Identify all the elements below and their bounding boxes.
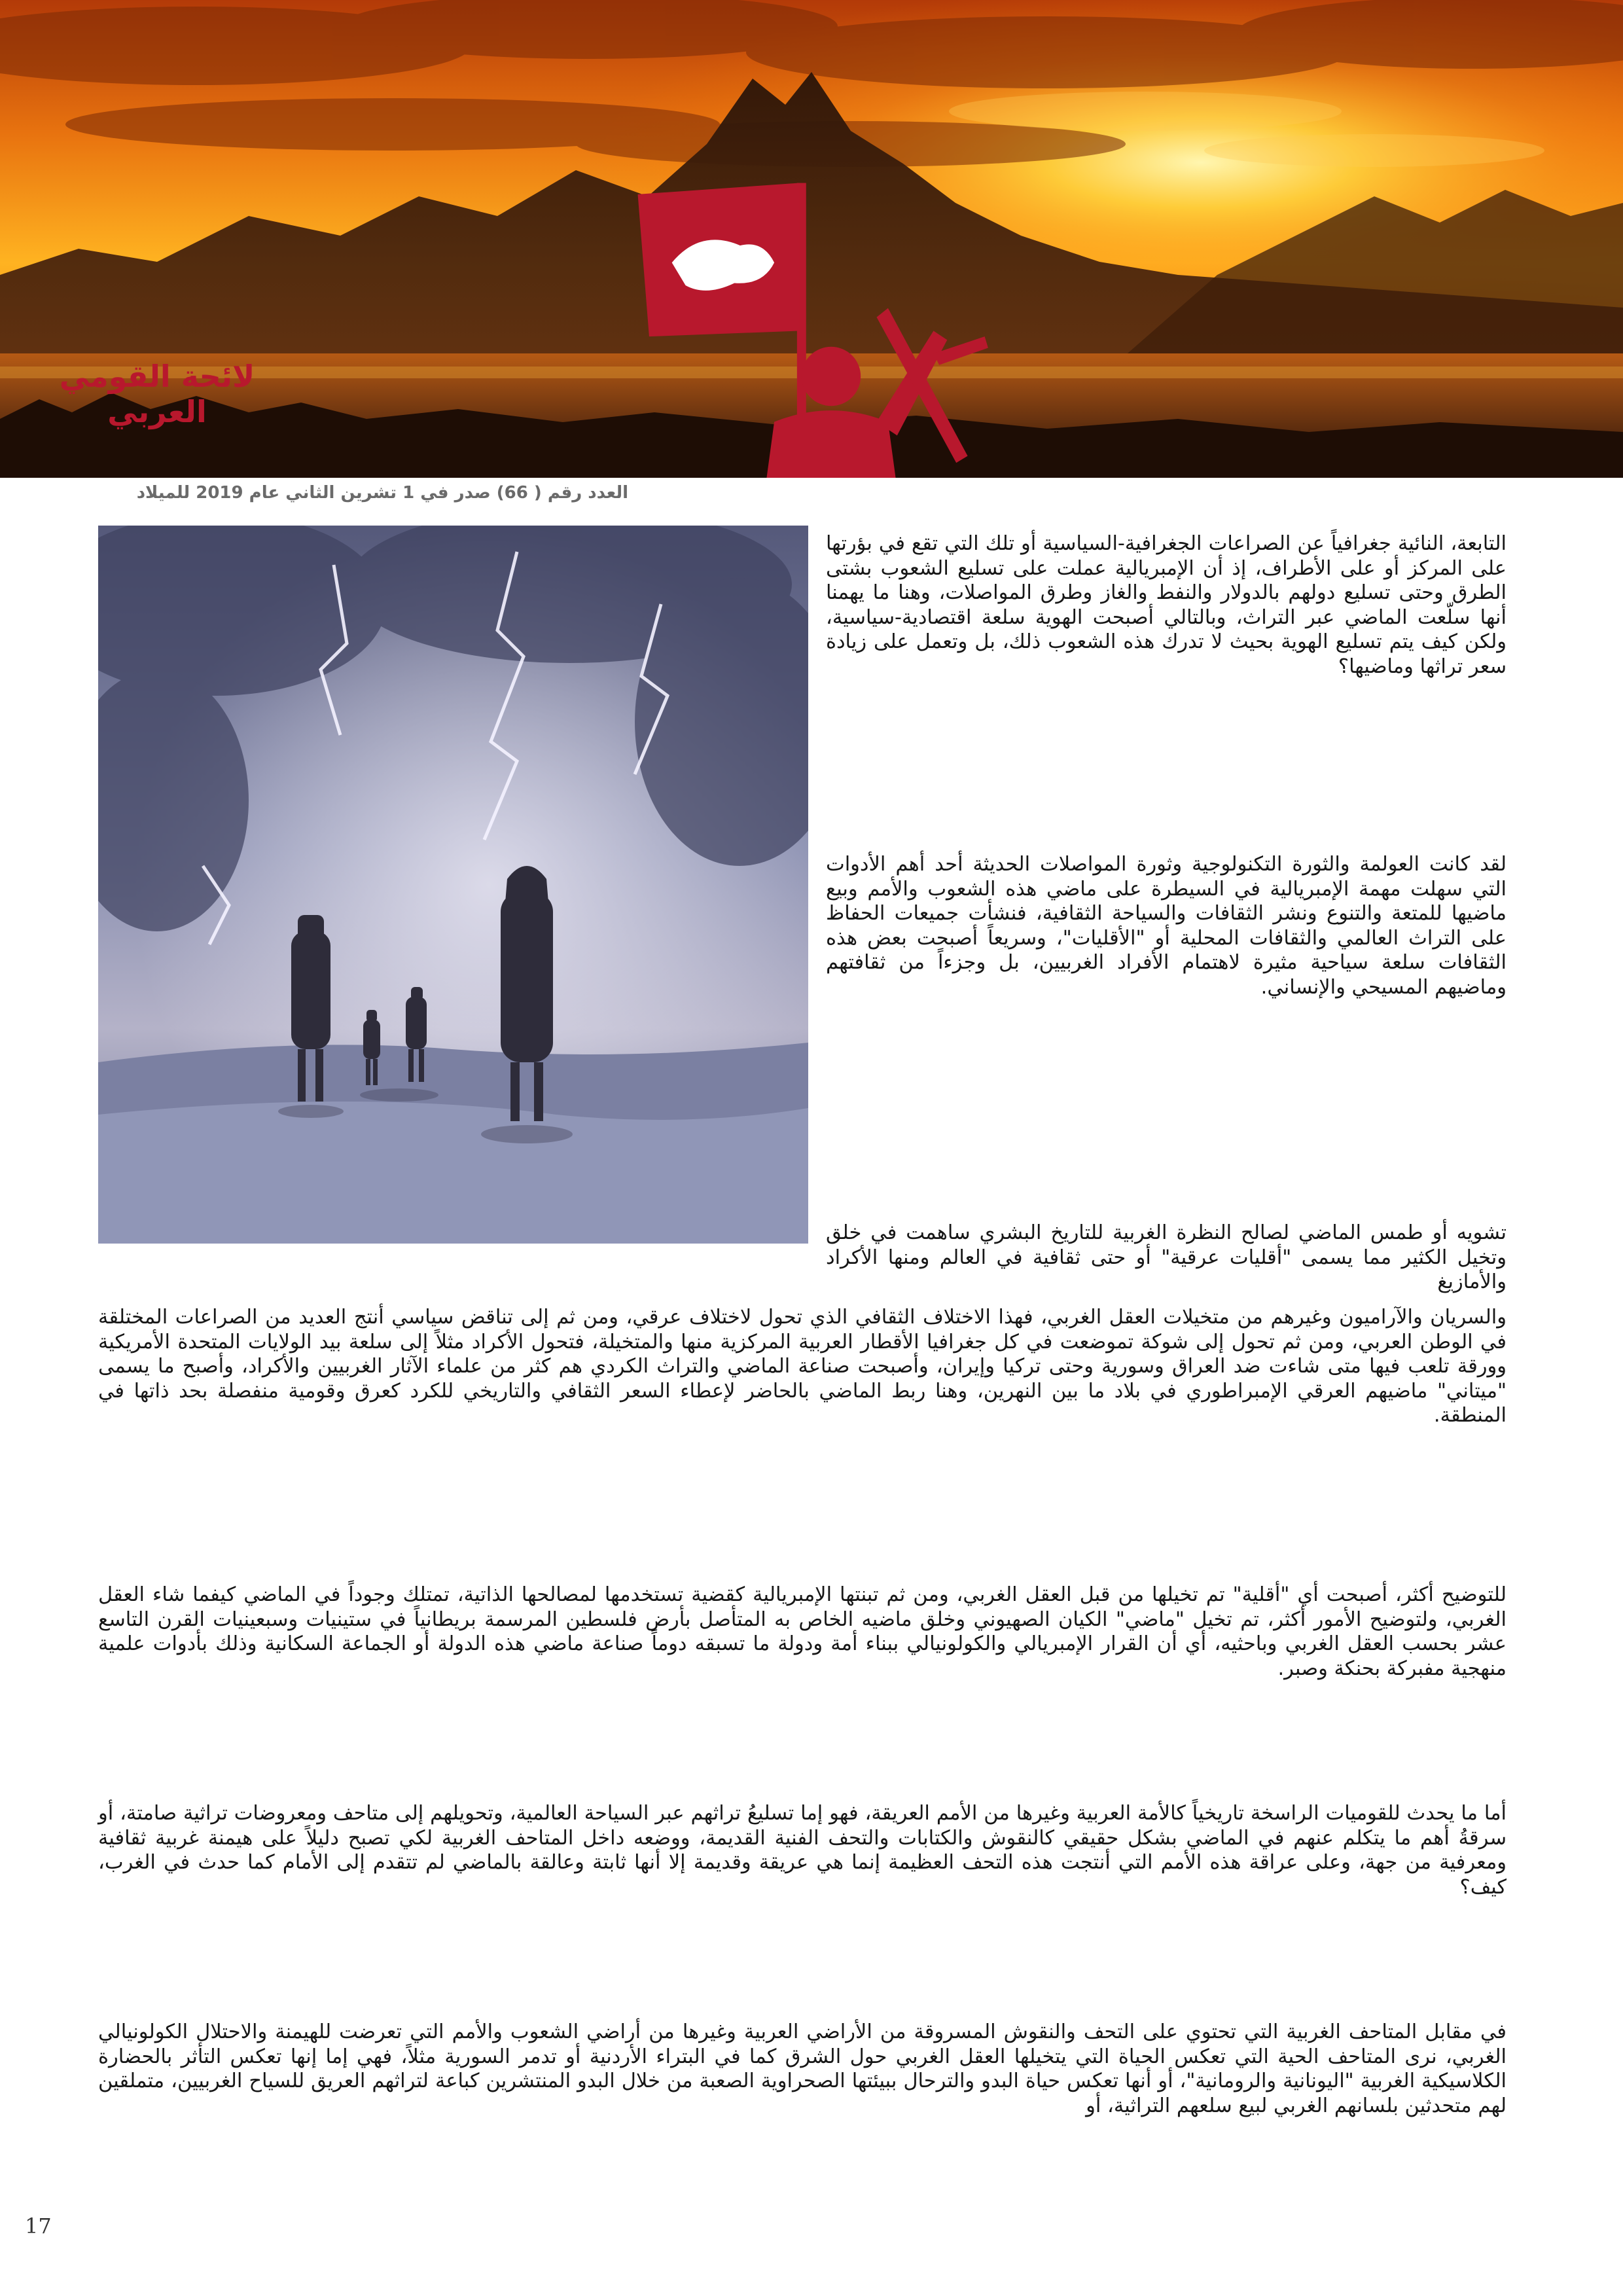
- article-illustration: [98, 526, 808, 1244]
- article-paragraph: في مقابل المتاحف الغربية التي تحتوي على التحف والنقوش المسروقة من الأراضي العربية وغيرها من أراضي الشعوب والأمم التي تعرضت للهيمنة والاحتلال الكولونيالي الغربي، نرى المتاحف الحية التي تعكس الحياة التي يتخيلها العقل الغربي حول الشرق كما في البتراء الأردنية أو تدمر السورية مثلاً، فهي إما إنها تعكس التأثر بالحضارة الكلاسيكية الغربية "اليونانية والرومانية"، أو أنها تعكس حياة البدو والترحال ببيئتها الصحراوية الصعبة من خلال البدو المنتشرين كباعة لتراثهم العريق للسياح الغربيين، متملقين لهم متحدثين بلسانهم الغربي لبيع سلعهم التراثية، أو: [98, 2020, 1507, 2117]
- article-paragraph: للتوضيح أكثر، أصبحت أي "أقلية" تم تخيلها من قبل العقل الغربي، ومن ثم تبنتها الإمبريالية كقضية تستخدمها لمصالحها الذاتية، تمتلك وجوداً في الماضي كيفما شاء العقل الغربي، ولتوضيح الأمور أكثر، تم تخيل "ماضي" الكيان الصهيوني وخلق ماضيه الخاص به المتأصل بأرض فلسطين المرسمة بريطانياً في ستينيات وسبعينيات القرن التاسع عشر بحسب العقل الغربي وباحثيه، أي أن القرار الإمبريالي والكولونيالي ببناء أمة ودولة ما تسبقه دوماً صناعة ماضي هذه الدولة أو الجماعة السكانية وذلك بأدوات علمية منهجية مفبركة بحنكة وصبر.: [98, 1583, 1507, 1680]
- article-paragraph: التابعة، النائية جغرافياً عن الصراعات الجغرافية-السياسية أو تلك التي تقع في بؤرتها على المركز أو على الأطراف، إذ أن الإمبريالية عملت على تسليع الشعوب بشتى الطرق وحتى تسليع دولهم بالدولار والنفط والغاز وطرق المواصلات، وهنا ما يهمنا أنها سلّعت الماضي عبر التراث، وبالتالي أصبحت الهوية سلعة اقتصادية-سياسية، ولكن كيف يتم تسليع الهوية بحيث لا تدرك هذه الشعوب ذلك، بل وتعمل على زيادة سعر تراثها وماضيها؟: [826, 532, 1507, 678]
- article-paragraph: أما ما يحدث للقوميات الراسخة تاريخياً كالأمة العربية وغيرها من الأمم العريقة، فهو إما تسليعُ تراثهم عبر السياحة العالمية، وتحويلهم إلى متاحف ومعروضات تراثية صامتة، أو سرقةُ أهم ما يتكلم عنهم في الماضي بشكل حقيقي كالنقوش والكتابات والتحف الفنية القديمة، ووضعه داخل المتاحف الغربية لكي تصبح دليلاً على هيمنة غربية ثقافية ومعرفية من جهة، وعلى عراقة هذه الأمم التي أنتجت هذه التحف العظيمة إنما هي عريقة وقديمة إلا أنها ثابتة وعالقة بالماضي لم تتقدم إلى الأمام كما حدث في الغرب، كيف؟: [98, 1802, 1507, 1899]
- article-paragraph: تشويه أو طمس الماضي لصالح النظرة الغربية للتاريخ البشري ساهمت في خلق وتخيل الكثير مما يسمى "أقليات عرقية" أو حتى ثقافية في العالم ومنها الأكراد والأمازيغ: [826, 1221, 1507, 1293]
- logo-text: لائحة القومي العربي: [59, 359, 255, 429]
- article-paragraph: لقد كانت العولمة والثورة التكنولوجية وثورة المواصلات الحديثة أحد أهم الأدوات التي سهلت مهمة الإمبريالية في السيطرة على ماضي هذه الشعوب والأمم وبيع ماضيها للمتعة والتنوع ونشر الثقافات والسياحة الثقافية، فنشأت جميعات الحفاظ على التراث العالمي والثقافات المحلية أو "الأقليات"، وسريعاً أصبحت بعض هذه الثقافات سلعة سياحية مثيرة لاهتمام الأفراد الغربيين، بل وجزءاً من ثقافتهم وماضيهم المسيحي والإنساني.: [826, 853, 1507, 999]
- issue-line: العدد رقم ( 66) صدر في 1 تشرين الثاني عام 2019 للميلاد: [136, 483, 628, 503]
- page-number: 17: [25, 2214, 52, 2238]
- storm-painting-image: [98, 526, 808, 1244]
- article-paragraph: والسريان والآراميون وغيرهم من متخيلات العقل الغربي، فهذا الاختلاف الثقافي الذي تحول لاختلاف عرقي، ومن ثم إلى تناقض سياسي أنتج العديد من الصراعات المختلقة في الوطن العربي، ومن ثم تحول إلى شوكة تموضعت في كل جغرافيا الأقطار العربية المركزية منها والمتخيلة، فتحول الأكراد مثلاً إلى سلعة بيد الولايات المتحدة الأمريكية وورقة تلعب فيها متى شاءت ضد العراق وسورية وحتى تركيا وإيران، وأصبحت صناعة الماضي والتراث الكردي هم كثر من علماء الآثار الغربيين والأكراد، وأصبح ما يسمى "ميتاني" ماضيهم العرقي الإمبراطوري في بلاد ما بين النهرين، وهنا ربط الماضي بالحاضر لإعطاء السعر الثقافي والتاريخي للكرد كعرق وقومية منفصلة بحد ذاتها في المنطقة.: [98, 1306, 1507, 1427]
- header-banner: [0, 0, 1623, 478]
